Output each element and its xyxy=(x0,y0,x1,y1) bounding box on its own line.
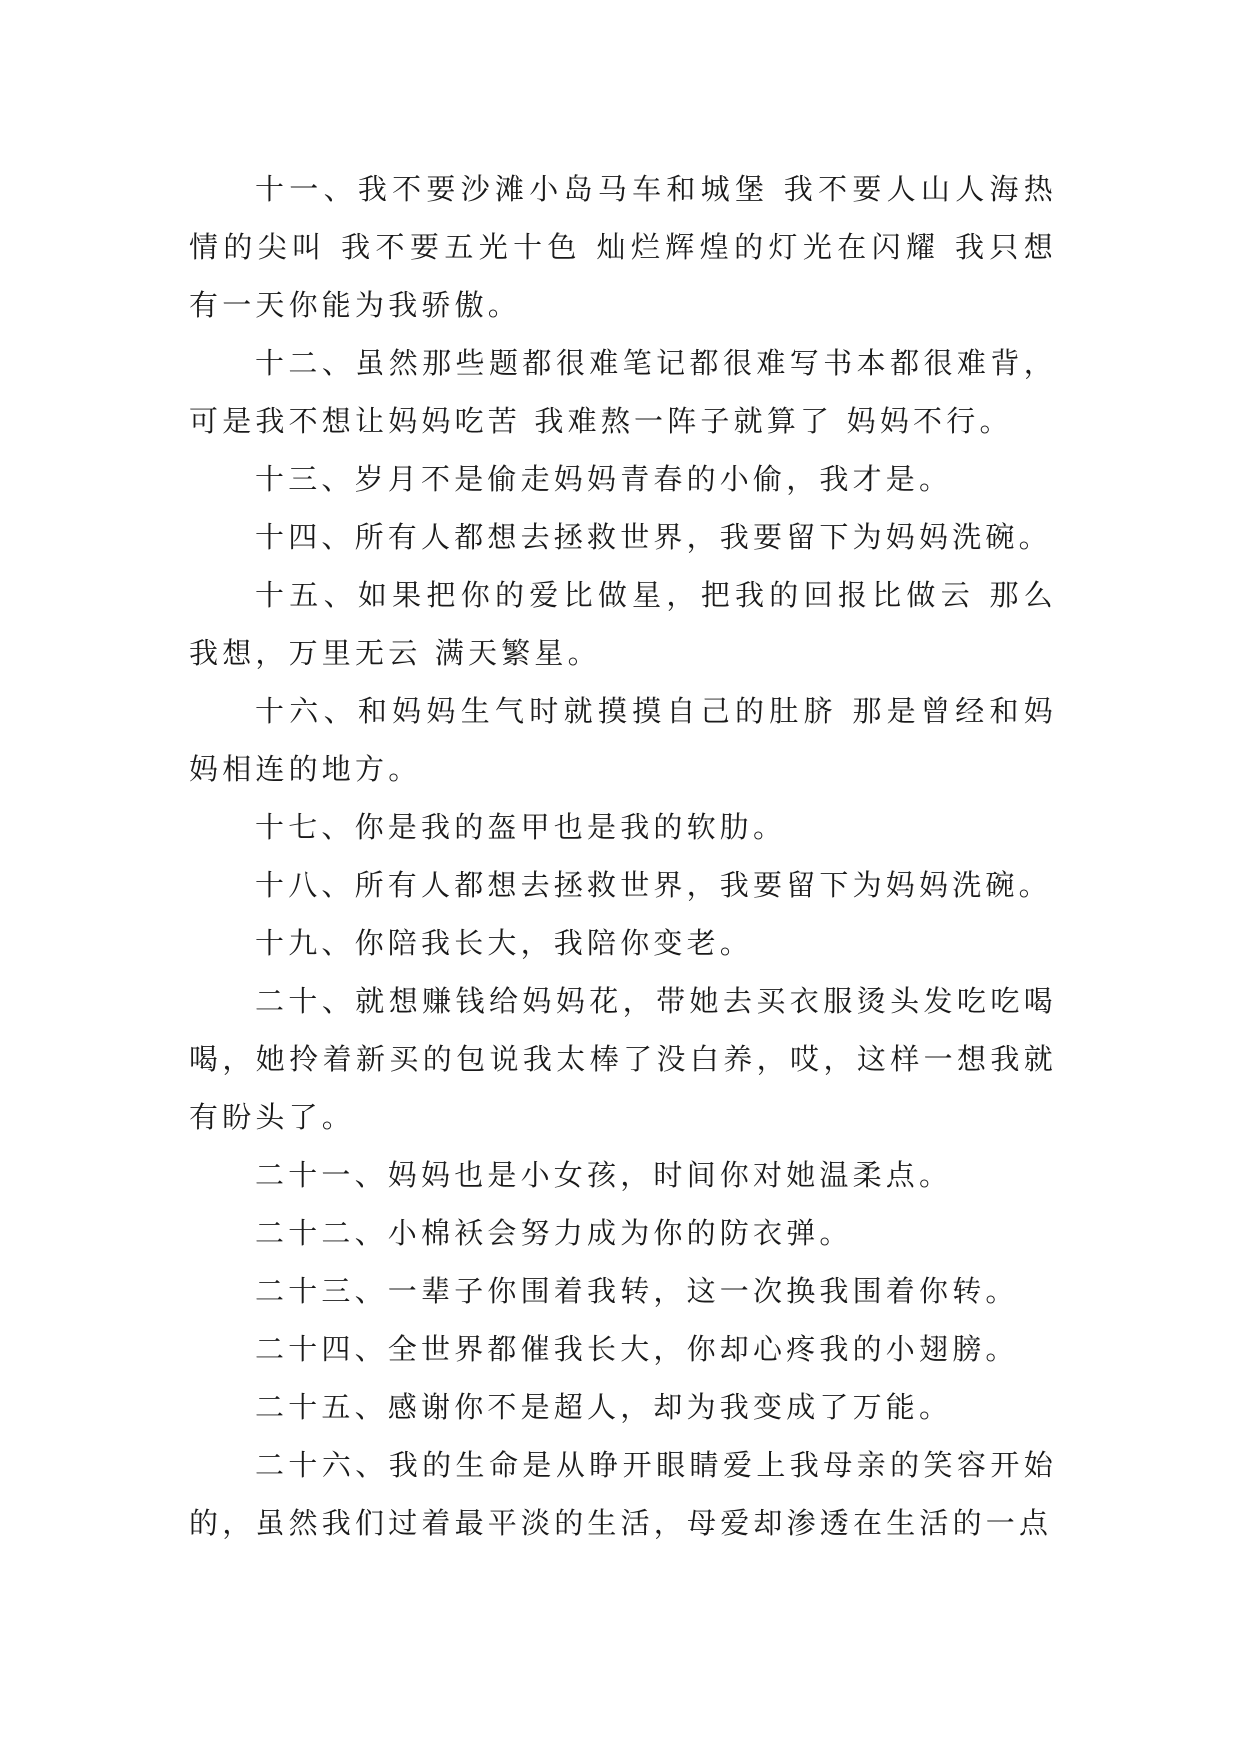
paragraph-26: 二十六、我的生命是从睁开眼睛爱上我母亲的笑容开始的，虽然我们过着最平淡的生活，母爱却渗透在生活的一点 xyxy=(189,1448,1057,1540)
paragraph-19: 十九、你陪我长大，我陪你变老。 xyxy=(255,926,754,960)
paragraph-21: 二十一、妈妈也是小女孩，时间你对她温柔点。 xyxy=(255,1158,953,1192)
paragraph-11: 十一、我不要沙滩小岛马车和城堡 我不要人山人海热情的尖叫 我不要五光十色 灿烂辉煌的灯光在闪耀 我只想有一天你能为我骄傲。 xyxy=(189,172,1057,322)
paragraph-25: 二十五、感谢你不是超人，却为我变成了万能。 xyxy=(255,1390,953,1424)
paragraph-22: 二十二、小棉袄会努力成为你的防衣弹。 xyxy=(255,1216,853,1250)
paragraph-18: 十八、所有人都想去拯救世界，我要留下为妈妈洗碗。 xyxy=(255,868,1052,902)
paragraph-24: 二十四、全世界都催我长大，你却心疼我的小翅膀。 xyxy=(255,1332,1019,1366)
document-body xyxy=(189,160,1057,1552)
paragraph-14: 十四、所有人都想去拯救世界，我要留下为妈妈洗碗。 xyxy=(255,520,1052,554)
paragraph-12: 十二、虽然那些题都很难笔记都很难写书本都很难背，可是我不想让妈妈吃苦 我难熬一阵子就算了 妈妈不行。 xyxy=(189,346,1057,438)
paragraph-16: 十六、和妈妈生气时就摸摸自己的肚脐 那是曾经和妈妈相连的地方。 xyxy=(189,694,1057,786)
paragraph-20: 二十、就想赚钱给妈妈花，带她去买衣服烫头发吃吃喝喝，她拎着新买的包说我太棒了没白养，哎，这样一想我就有盼头了。 xyxy=(189,984,1057,1134)
paragraph-23: 二十三、一辈子你围着我转，这一次换我围着你转。 xyxy=(255,1274,1019,1308)
paragraph-13: 十三、岁月不是偷走妈妈青春的小偷，我才是。 xyxy=(255,462,953,496)
paragraph-17: 十七、你是我的盔甲也是我的软肋。 xyxy=(255,810,787,844)
paragraph-15: 十五、如果把你的爱比做星，把我的回报比做云 那么我想，万里无云 满天繁星。 xyxy=(189,578,1057,670)
